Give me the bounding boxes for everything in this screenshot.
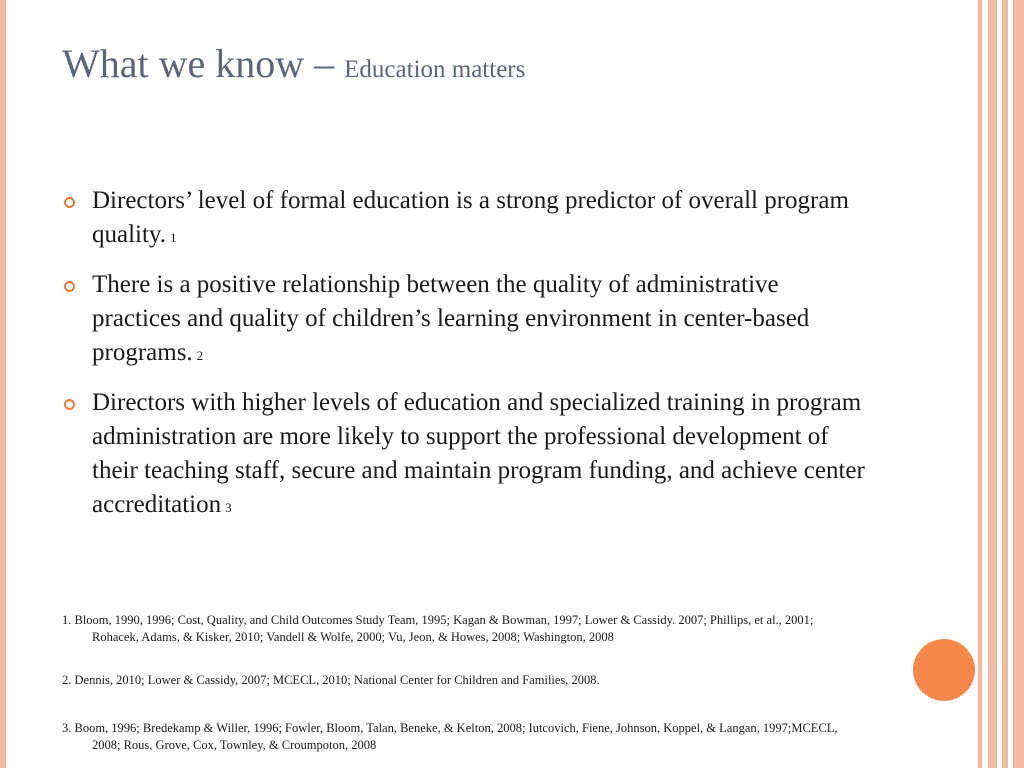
stripe <box>1013 0 1024 768</box>
title-main: What we know <box>62 41 305 86</box>
reference-item: 3. Boom, 1996; Bredekamp & Willer, 1996; Fowler, Bloom, Talan, Beneke, & Kelton, 2008; Iutcovich, Fiene, Johnson, Koppel, & Langan, 1997;MCECL, 2008; Rous, Grove, Cox, Townley, & Croumpoton, 2008 <box>62 721 838 752</box>
bullet-item <box>62 268 872 373</box>
decorative-stripes <box>978 0 1024 768</box>
bullet-item <box>62 184 872 255</box>
bullet-text: Directors’ level of formal education is a strong predictor of overall program quality. <box>92 187 849 248</box>
footnote-marker: 3 <box>225 500 232 515</box>
bullet-text: There is a positive relationship between the quality of administrative practices and quality of children’s learning environment in center-based programs. <box>92 271 810 366</box>
decorative-circle <box>913 639 975 701</box>
bullet-circle-icon <box>64 281 75 292</box>
reference-item: 1. Bloom, 1990, 1996; Cost, Quality, and Child Outcomes Study Team, 1995; Kagan & Bowman, 1997; Lower & Cassidy. 2007; Phillips, et al., 2001; Rohacek, Adams, & Kisker, 2010; Vandell & Wolfe, 2000; Vu, Jeon, & Howes, 2008; Washington, 2008 <box>62 613 814 644</box>
stripe <box>978 0 982 768</box>
footnote-marker: 1 <box>170 230 177 245</box>
left-border <box>0 0 6 768</box>
title-subtitle: Education matters <box>344 56 526 83</box>
slide-title <box>62 40 525 87</box>
bullet-item <box>62 386 872 525</box>
stripe <box>988 0 997 768</box>
references <box>62 612 862 754</box>
reference-item: 2. Dennis, 2010; Lower & Cassidy, 2007; MCECL, 2010; National Center for Children and Families, 2008. <box>62 673 600 687</box>
bullet-circle-icon <box>64 399 75 410</box>
bullet-list <box>62 184 872 538</box>
footnote-marker: 2 <box>196 348 204 363</box>
stripe <box>1002 0 1008 768</box>
title-separator: – <box>304 41 345 86</box>
bullet-circle-icon <box>64 197 75 208</box>
bullet-text: Directors with higher levels of education and specialized training in program administration are more likely to support the professional development of their teaching staff, secure and maintain program funding, and achieve center accreditation <box>92 389 865 518</box>
